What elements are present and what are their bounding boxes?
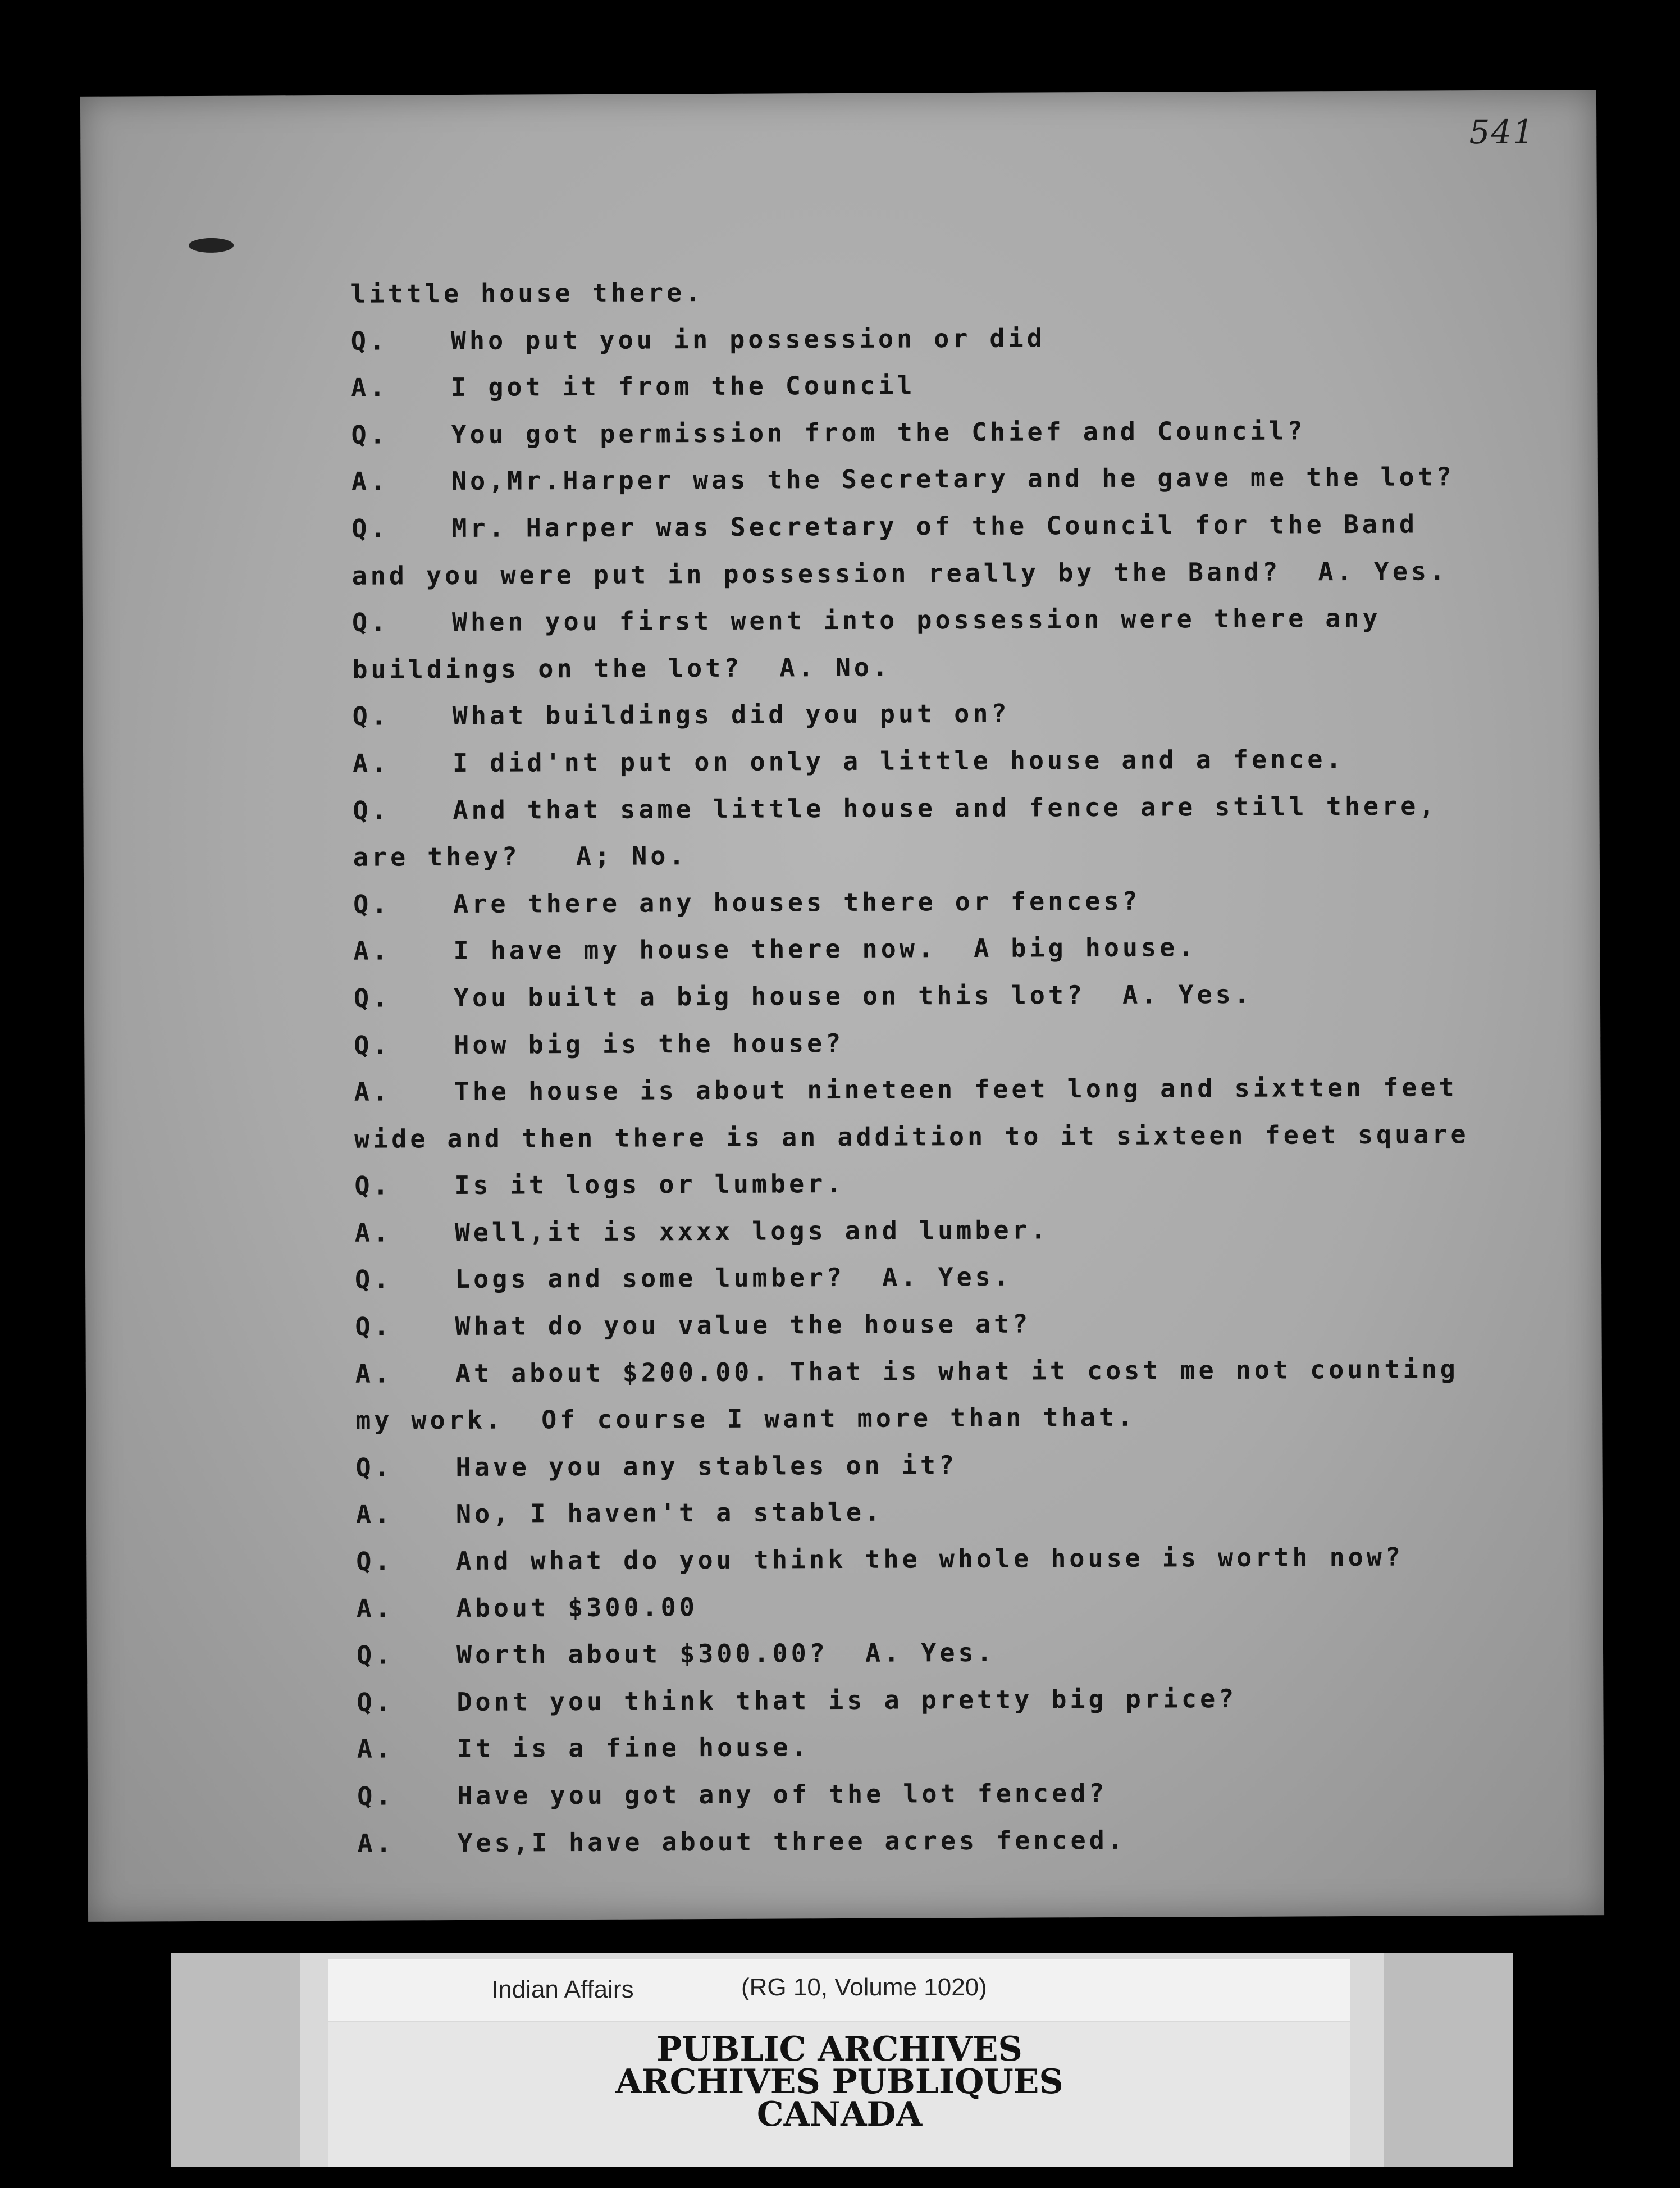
speaker-marker: A. — [356, 1593, 394, 1624]
transcript-line — [355, 1298, 1646, 1351]
speaker-marker: A. — [354, 1218, 392, 1248]
line-text: buildings on the lot? A. No. — [352, 652, 892, 685]
speaker-marker: Q. — [353, 983, 391, 1013]
line-text: I have my house there now. A big house. — [453, 932, 1197, 966]
line-text: About $300.00 — [456, 1592, 698, 1623]
label-clip-right — [1384, 1953, 1513, 2167]
transcript-body — [350, 265, 1649, 1867]
speaker-marker: Q. — [354, 1030, 391, 1060]
transcript-line — [353, 735, 1644, 787]
speaker-marker: Q. — [356, 1640, 394, 1671]
transcript-line — [351, 312, 1642, 364]
transcript-line — [355, 1344, 1647, 1397]
department-name: Indian Affairs — [491, 1976, 634, 2003]
line-text: and you were put in possession really by the Band? A. Yes. — [351, 555, 1449, 591]
archive-line-french: ARCHIVES PUBLIQUES — [615, 2062, 1063, 2102]
speaker-marker: Q. — [357, 1687, 394, 1717]
archives-stamp — [328, 2022, 1350, 2167]
transcript-line — [353, 828, 1645, 881]
transcript-line — [357, 1720, 1649, 1773]
line-text: Have you got any of the lot fenced? — [457, 1777, 1108, 1811]
line-text: are they? A; No. — [353, 841, 688, 872]
transcript-line — [355, 1204, 1646, 1257]
line-text: You built a big house on this lot? A. Yes. — [453, 979, 1253, 1013]
line-text: No,Mr.Harper was the Secretary and he gave me the lot? — [451, 462, 1455, 496]
transcript-line — [355, 1439, 1647, 1492]
ink-mark — [189, 238, 234, 253]
record-group-reference: (RG 10, Volume 1020) — [741, 1973, 987, 2001]
document-page — [80, 90, 1604, 1922]
transcript-line — [357, 1626, 1648, 1679]
speaker-marker: A. — [357, 1828, 395, 1858]
label-clip-left — [171, 1953, 300, 2167]
speaker-marker: Q. — [351, 607, 390, 637]
transcript-line — [353, 687, 1644, 740]
transcript-line — [352, 641, 1644, 694]
transcript-line — [354, 1157, 1646, 1210]
line-text: Worth about $300.00? A. Yes. — [456, 1638, 996, 1670]
line-text: Mr. Harper was Secretary of the Council for the Band — [451, 509, 1418, 543]
speaker-marker: Q. — [355, 1311, 392, 1342]
line-text: Logs and some lumber? A. Yes. — [455, 1262, 1013, 1294]
line-text: Yes,I have about three acres fenced. — [457, 1825, 1126, 1858]
line-text: What do you value the house at? — [455, 1309, 1031, 1342]
speaker-marker: A. — [355, 1359, 393, 1389]
line-text: I did'nt put on only a little house and a fence. — [452, 744, 1345, 778]
transcript-line — [354, 1110, 1646, 1163]
line-text: It is a fine house. — [456, 1732, 810, 1764]
transcript-line — [352, 594, 1644, 646]
line-text: You got permission from the Chief and Council? — [451, 416, 1306, 449]
speaker-marker: Q. — [351, 420, 389, 450]
line-text: I got it from the Council — [451, 370, 916, 403]
archive-line-english: PUBLIC ARCHIVES — [656, 2030, 1022, 2069]
archive-line-country: CANADA — [756, 2095, 923, 2134]
line-text: Who put you in possession or did — [450, 323, 1046, 355]
transcript-line — [353, 781, 1644, 834]
speaker-marker: Q. — [353, 889, 391, 919]
line-text: No, I haven't a stable. — [455, 1497, 884, 1529]
line-text: Are there any houses there or fences? — [453, 886, 1141, 919]
transcript-line — [353, 922, 1645, 975]
speaker-marker: Q. — [353, 795, 390, 826]
transcript-line — [357, 1674, 1648, 1726]
line-text: At about $200.00. That is what it cost me not counting — [455, 1353, 1459, 1388]
transcript-line — [353, 875, 1645, 928]
transcript-line — [356, 1533, 1647, 1585]
transcript-line — [351, 500, 1643, 553]
line-text: Is it logs or lumber. — [454, 1169, 845, 1201]
speaker-marker: Q. — [352, 701, 390, 732]
transcript-line — [351, 546, 1643, 599]
speaker-marker: Q. — [350, 326, 389, 356]
line-text: my work. Of course I want more than that. — [355, 1402, 1136, 1436]
line-text: And that same little house and fence are still there, — [453, 790, 1438, 825]
line-text: little house there. — [350, 277, 704, 309]
speaker-marker: A. — [352, 748, 390, 778]
line-text: How big is the house? — [454, 1028, 844, 1060]
line-text: The house is about nineteen feet long and sixtten feet — [454, 1072, 1458, 1107]
transcript-line — [351, 406, 1642, 459]
transcript-line — [357, 1767, 1649, 1820]
transcript-line — [354, 1016, 1645, 1069]
transcript-line — [351, 453, 1643, 505]
speaker-marker: A. — [354, 1077, 391, 1107]
line-text: And what do you think the whole house is worth now? — [456, 1542, 1404, 1576]
transcript-line — [357, 1814, 1649, 1867]
transcript-line — [356, 1579, 1647, 1632]
speaker-marker: Q. — [356, 1546, 394, 1576]
line-text: Well,it is xxxx logs and lumber. — [454, 1215, 1049, 1247]
speaker-marker: A. — [357, 1734, 395, 1765]
transcript-line — [350, 265, 1642, 318]
line-text: wide and then there is an addition to it sixteen feet square — [354, 1119, 1469, 1154]
speaker-marker: Q. — [355, 1452, 393, 1483]
line-text: Have you any stables on it? — [455, 1449, 958, 1482]
record-reference-label — [328, 1959, 1350, 2021]
line-text: When you first went into possession were there any — [451, 603, 1381, 637]
speaker-marker: A. — [353, 936, 391, 967]
speaker-marker: A. — [351, 466, 389, 497]
line-text: Dont you think that is a pretty big price? — [456, 1683, 1238, 1717]
transcript-line — [355, 1392, 1647, 1444]
speaker-marker: A. — [355, 1499, 394, 1530]
transcript-line — [354, 1063, 1645, 1116]
speaker-marker: Q. — [354, 1170, 392, 1201]
transcript-line — [354, 969, 1645, 1022]
speaker-marker: Q. — [357, 1781, 395, 1811]
speaker-marker: Q. — [351, 513, 389, 544]
speaker-marker: A. — [351, 372, 389, 403]
page-number: 541 — [1469, 112, 1535, 152]
transcript-line — [355, 1251, 1646, 1303]
line-text: What buildings did you put on? — [452, 699, 1010, 731]
transcript-line — [356, 1485, 1647, 1538]
speaker-marker: Q. — [355, 1264, 392, 1295]
transcript-line — [351, 359, 1642, 412]
